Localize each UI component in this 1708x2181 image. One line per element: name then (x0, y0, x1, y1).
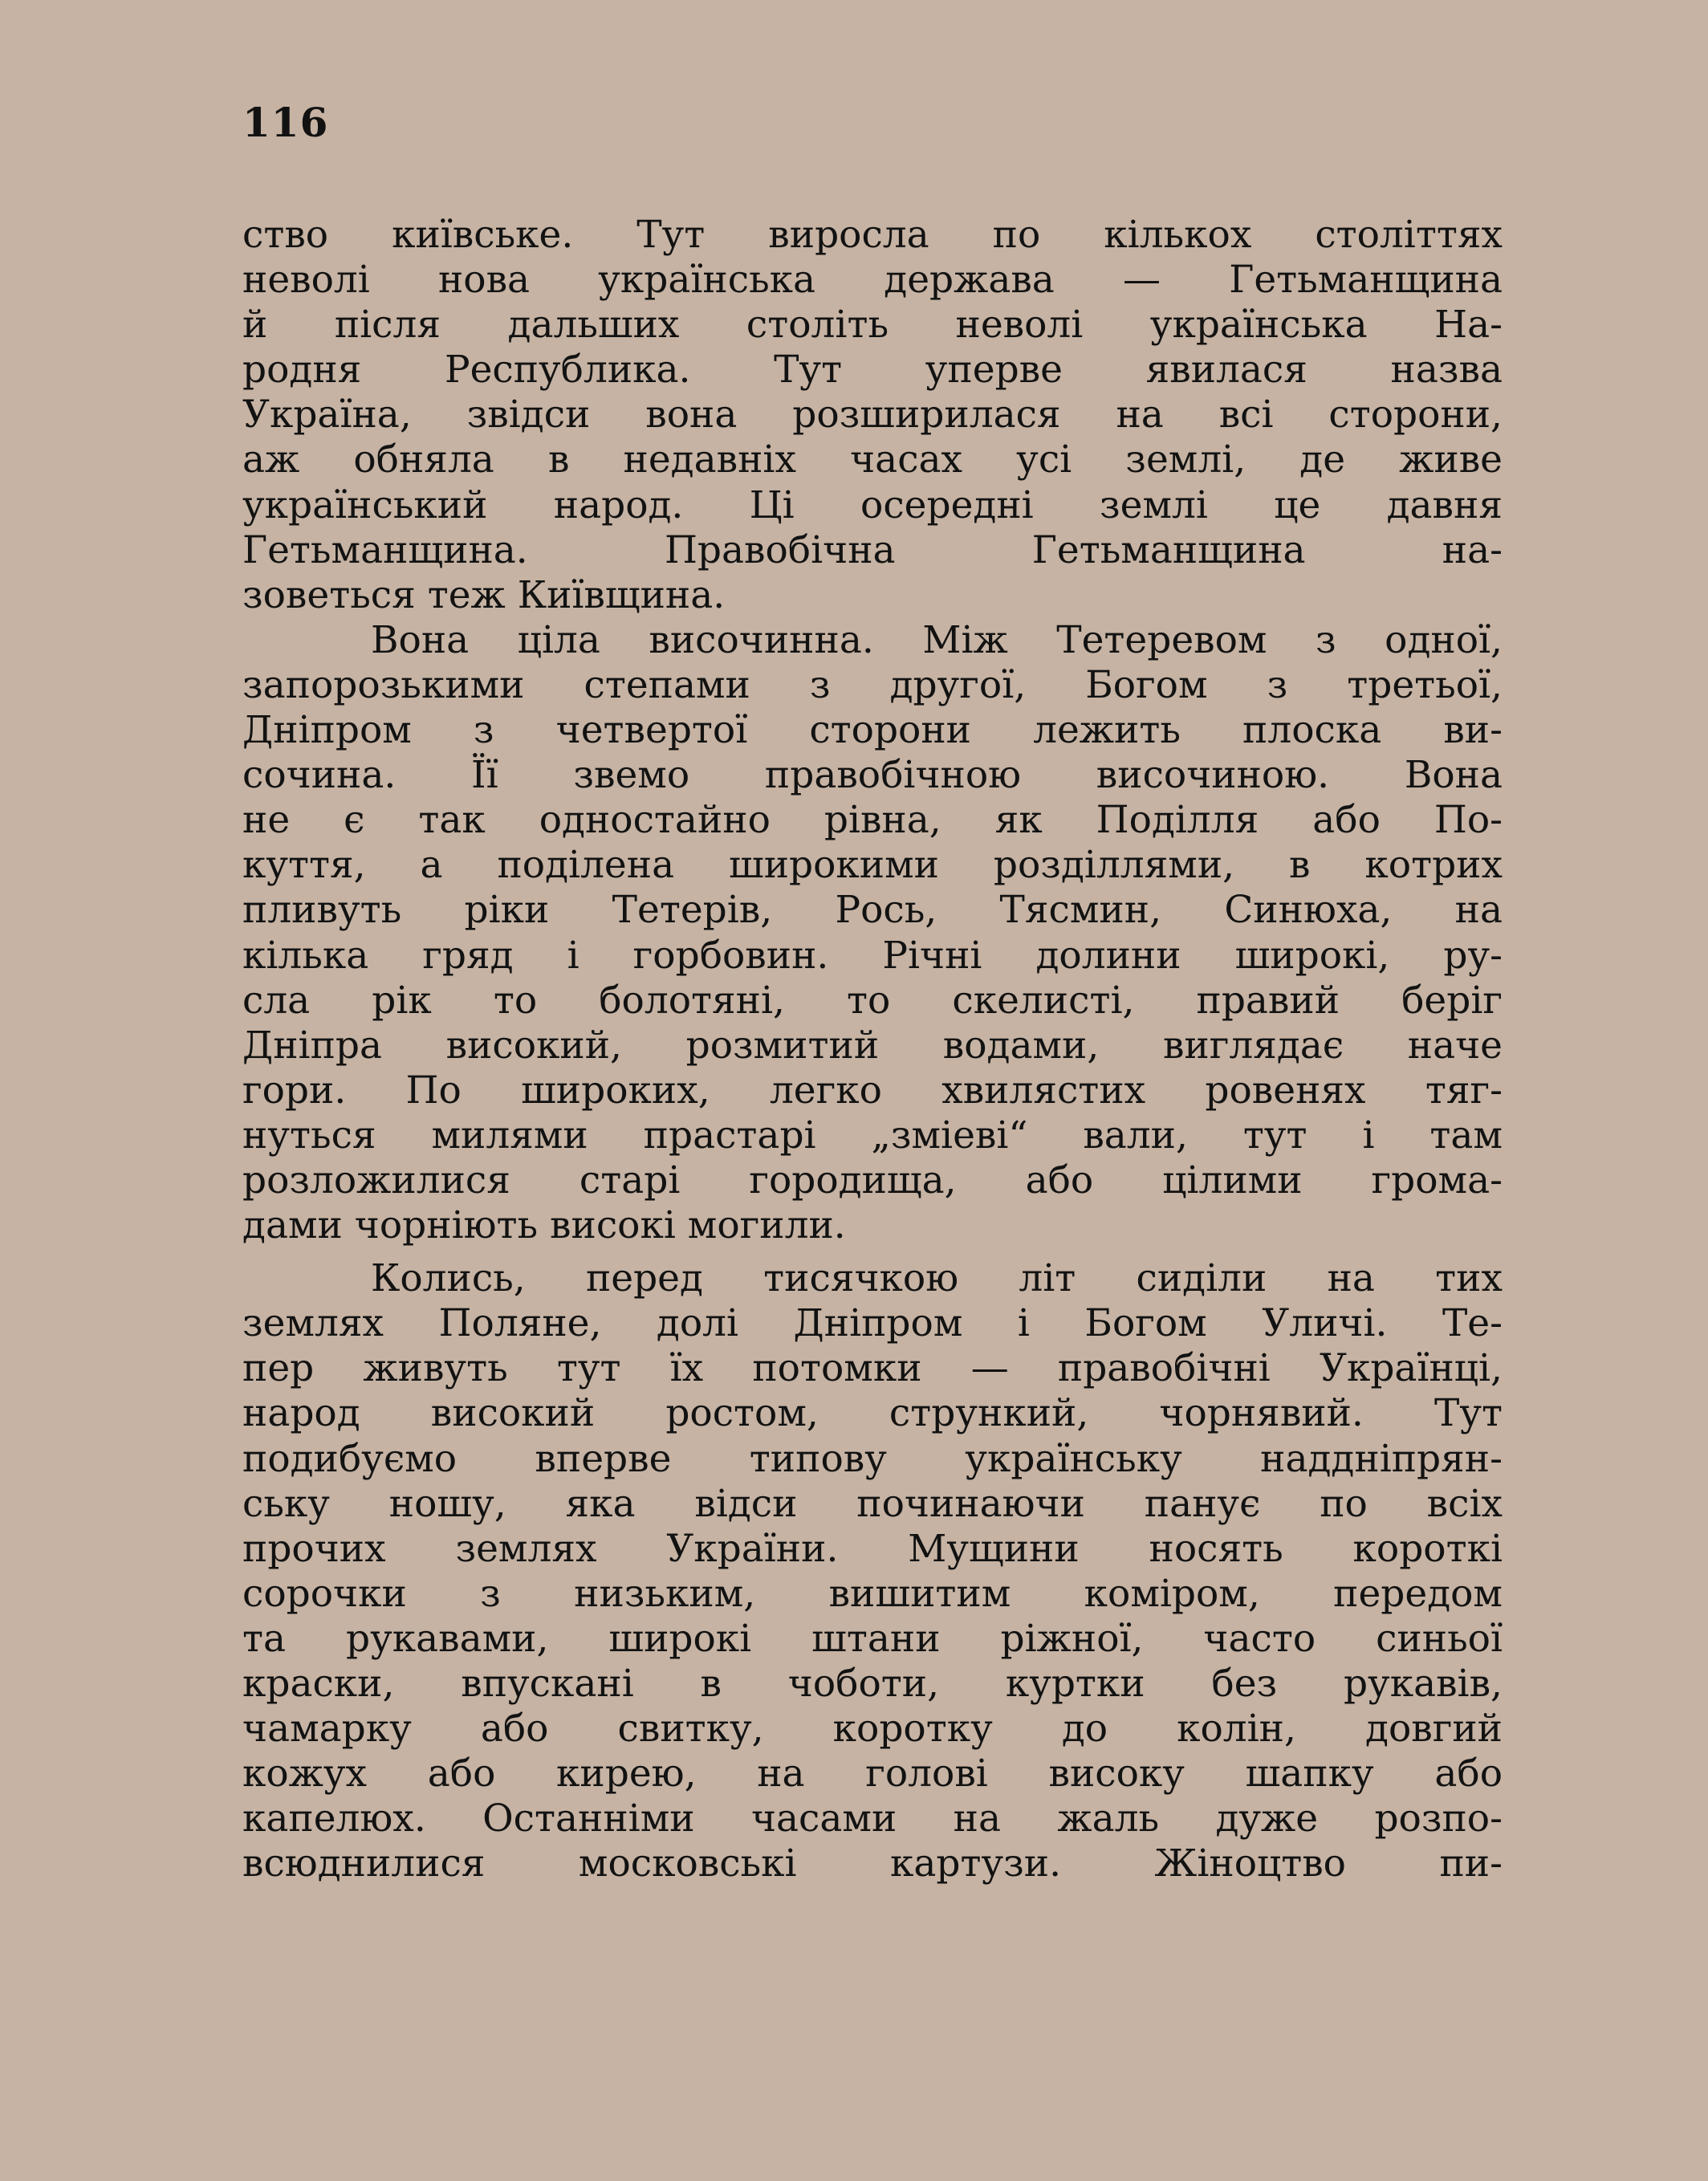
text-line: Колись, перед тисячкою літ сиділи на тих (371, 1256, 1503, 1301)
text-line: всюднилися московські картузи. Жіноцтво пи- (242, 1841, 1503, 1886)
text-line: сорочки з низьким, вишитим коміром, передом (242, 1571, 1503, 1616)
text-line: запорозькими степами з другої, Богом з третьої, (242, 662, 1503, 707)
text-line: ство київське. Тут виросла по кількох століттях (242, 213, 1503, 257)
text-line: куття, а поділена широкими розділлями, в котрих (242, 843, 1503, 888)
text-line: краски, впускані в чоботи, куртки без рукавів, (242, 1662, 1503, 1706)
text-line: пер живуть тут їх потомки — правобічні Українці, (242, 1346, 1503, 1391)
text-line: капелюх. Останніми часами на жаль дуже розпо- (242, 1796, 1503, 1841)
text-line: ську ношу, яка відси починаючи панує по всіх (242, 1481, 1503, 1526)
text-line: зоветься теж Київщина. (242, 572, 726, 617)
text-line: український народ. Ці осередні землі це давня (242, 482, 1503, 527)
text-line: дами чорніють високі могили. (242, 1203, 846, 1248)
text-line: Україна, звідси вона розширилася на всі сторони, (242, 393, 1503, 437)
text-line: Гетьманщина. Правобічна Гетьманщина на- (242, 527, 1503, 572)
paragraph-1 (242, 213, 1503, 618)
text-line: кожух або кирею, на голові високу шапку або (242, 1752, 1503, 1796)
text-line: та рукавами, широкі штани ріжної, часто синьої (242, 1616, 1503, 1661)
text-line: народ високий ростом, стрункий, чорнявий. Тут (242, 1391, 1503, 1436)
text-line: сочина. Її звемо правобічною височиною. Вона (242, 753, 1503, 798)
text-line: пливуть ріки Тетерів, Рось, Тясмин, Синюха, на (242, 888, 1503, 933)
paragraph-spacer (242, 1248, 1503, 1256)
page-number: 116 (242, 99, 329, 146)
text-line: неволі нова українська держава — Гетьманщина (242, 258, 1503, 303)
text-line: чамарку або свитку, коротку до колін, довгий (242, 1707, 1503, 1752)
text-line: кілька гряд і горбовин. Річні долини широкі, ру- (242, 933, 1503, 978)
paragraph-3 (242, 1256, 1503, 1886)
text-line: прочих землях України. Мущини носять короткі (242, 1526, 1503, 1571)
text-line: землях Поляне, долі Дніпром і Богом Уличі. Те- (242, 1301, 1503, 1346)
text-line: Вона ціла височинна. Між Тетеревом з одної, (371, 617, 1503, 662)
text-line: не є так одностайно рівна, як Поділля або По- (242, 798, 1503, 843)
text-line: подибуємо вперве типову українську наддніпрян- (242, 1436, 1503, 1481)
text-line: аж обняла в недавніх часах усі землі, де живе (242, 437, 1503, 482)
text-line: гори. По широких, легко хвилястих ровенях тяг- (242, 1068, 1503, 1113)
text-line: розложилися старі городища, або цілими грома- (242, 1158, 1503, 1202)
text-line: Дніпром з четвертої сторони лежить плоска ви- (242, 708, 1503, 753)
body-text (242, 213, 1503, 1886)
text-line: Дніпра високий, розмитий водами, виглядає наче (242, 1023, 1503, 1068)
text-line: й після дальших століть неволі українська На- (242, 303, 1503, 348)
text-line: сла рік то болотяні, то скелисті, правий беріг (242, 978, 1503, 1023)
text-line: нуться милями прастарі „зміеві“ вали, тут і там (242, 1113, 1503, 1158)
paragraph-2 (242, 618, 1503, 1248)
text-line: родня Республика. Тут уперве явилася назва (242, 348, 1503, 393)
